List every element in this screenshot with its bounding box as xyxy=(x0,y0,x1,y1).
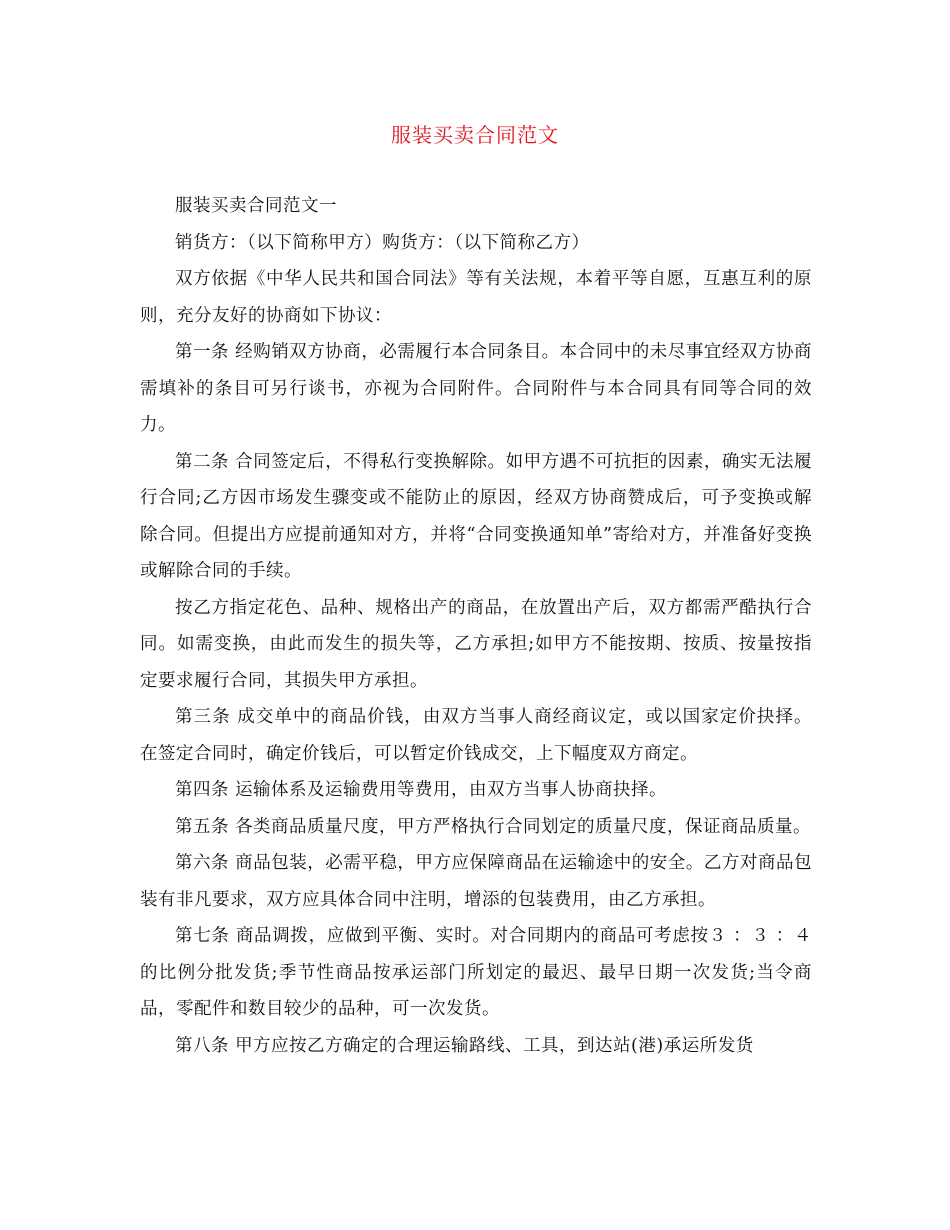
paragraph-article-2: 第二条 合同签定后，不得私行变换解除。如甲方遇不可抗拒的因素，确实无法履行合同;乙方因市场发生骤变或不能防止的原因，经双方协商赞成后，可予变换或解除合同。但提出方应提前通知对方，并将“合同变换通知单”寄给对方，并准备好变换或解除合同的手续。 xyxy=(140,451,812,581)
paragraph-article-5: 第五条 各类商品质量尺度，甲方严格执行合同划定的质量尺度，保证商品质量。 xyxy=(175,816,812,837)
paragraph-heading: 服装买卖合同范文一 xyxy=(175,196,337,216)
paragraph-article-7: 第七条 商品调拨，应做到平衡、实时。对合同期内的商品可考虑按３ ：３ ：４的比例分批发货;季节性商品按承运部门所划定的最迟、最早日期一次发货;当令商品，零配件和数目较少的品种，可一次发货。 xyxy=(140,926,812,1019)
paragraph-article-4: 第四条 运输体系及运输费用等费用，由双方当事人协商抉择。 xyxy=(175,780,668,800)
paragraph-article-6: 第六条 商品包装，必需平稳，甲方应保障商品在运输途中的安全。乙方对商品包装有非凡要求，双方应具体合同中注明，增添的包装费用，由乙方承担。 xyxy=(140,853,812,910)
paragraph-parties: 销货方：（以下简称甲方）购货方：（以下简称乙方） xyxy=(175,232,590,253)
paragraph-preamble: 双方依据《中华人民共和国合同法》等有关法规，本着平等自愿，互惠互利的原则，充分友好的协商如下协议： xyxy=(140,269,812,326)
paragraph-article-2-detail: 按乙方指定花色、品种、规格出产的商品，在放置出产后，双方都需严酷执行合同。如需变换，由此而发生的损失等，乙方承担;如甲方不能按期、按质、按量按指定要求履行合同，其损失甲方承担。 xyxy=(140,597,812,691)
paragraph-article-8: 第八条 甲方应按乙方确定的合理运输路线、工具，到达站(港)承运所发货 xyxy=(175,1035,754,1056)
document-title: 服装买卖合同范文 xyxy=(391,123,559,147)
paragraph-article-3: 第三条 成交单中的商品价钱，由双方当事人商经商议定，或以国家定价抉择。 在签定合同时，确定价钱后，可以暂定价钱成交，上下幅度双方商定。 xyxy=(140,707,812,764)
paragraph-article-1: 第一条 经购销双方协商，必需履行本合同条目。本合同中的未尽事宜经双方协商需填补的条目可另行谈书，亦视为合同附件。合同附件与本合同具有同等合同的效力。 xyxy=(140,342,812,435)
document-body xyxy=(140,188,812,1064)
